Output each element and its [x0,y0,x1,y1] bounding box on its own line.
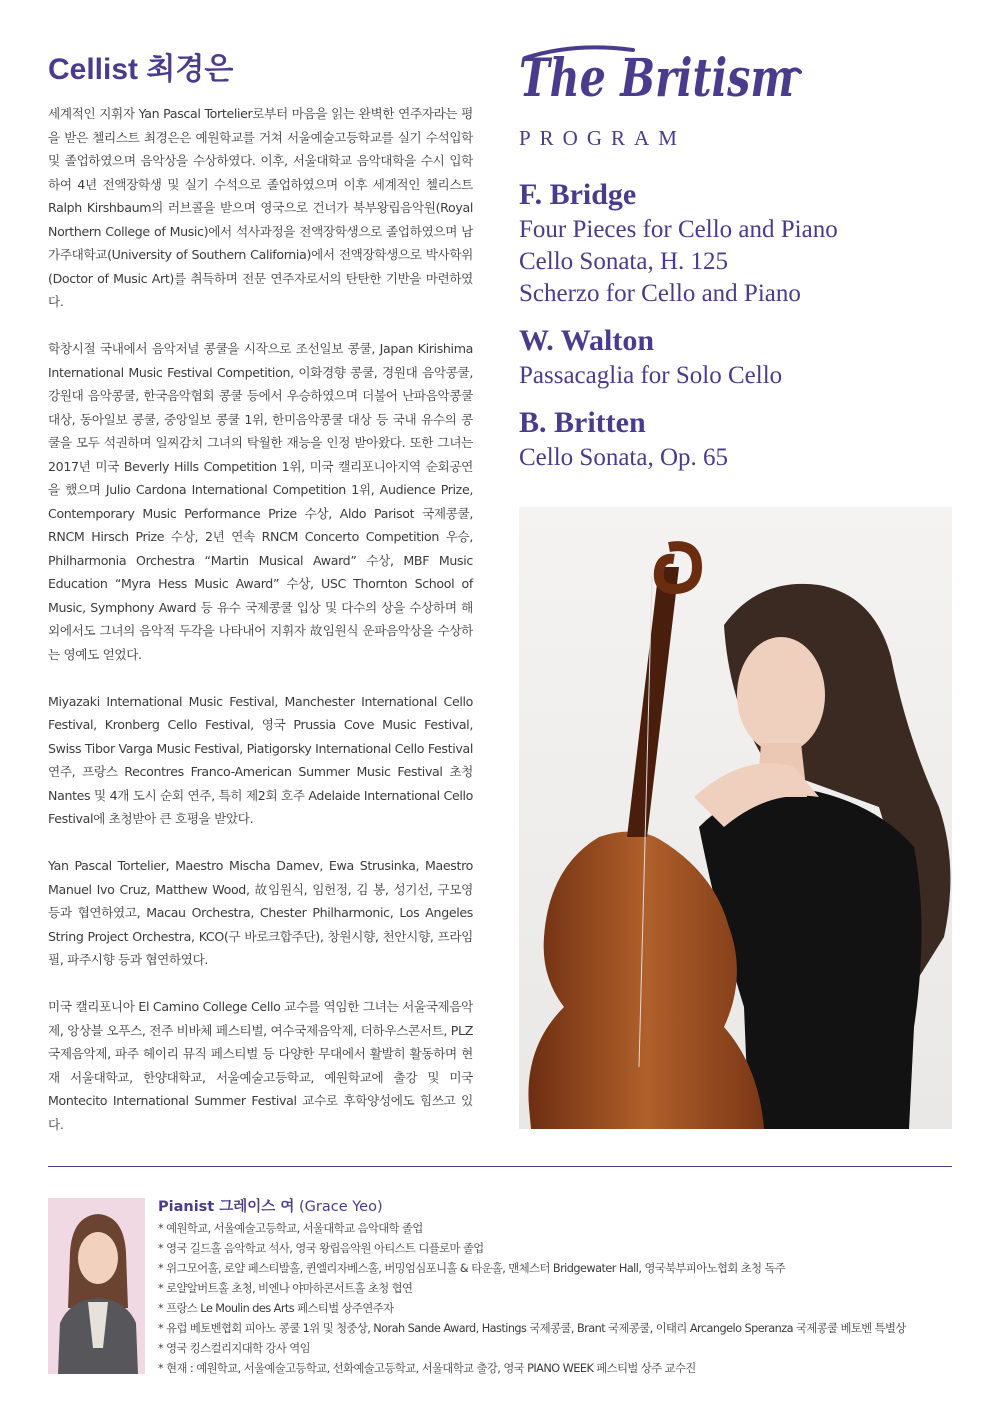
bio-paragraph: Yan Pascal Tortelier, Maestro Mischa Damev, Ewa Strusinka, Maestro Manuel Ivo Cruz, Matthew Wood, 故임원식, 임헌정, 김 봉, 성기선, 구모영 등과 협연하였고, Macau Orchestra, Chester Philharmonic, Los Angeles String Project Orchestra, KCO(구 바로크합주단), 창원시향, 천안시향, 프라임필, 파주시향 등과 협연하였다. [48,858,473,967]
cellist-bio [48,102,473,1160]
logo-text: The Britism [519,48,794,109]
program-list [519,176,959,486]
list-item: * 예원학교, 서울예술고등학교, 서울대학교 음악대학 졸업 [158,1219,958,1239]
piece-title: Four Pieces for Cello and Piano [519,216,838,243]
program-composer-block [519,176,959,310]
pianist-section [158,1196,958,1379]
bio-paragraph: 학창시절 국내에서 음악저널 콩쿨을 시작으로 조선일보 콩쿨, Japan Kirishima International Music Festival Competition, 이화경향 콩쿨, 경원대 음악콩쿨, 강원대 음악콩쿨, 한국음악협회 콩쿨 등에서 우승하였으며 더불어 난파음악콩쿨 대상, 동아일보 콩쿨, 중앙일보 콩쿨 1위, 한미음악콩쿨 대상 등 국내 유수의 콩쿨을 모두 석권하며 일찌감치 그녀의 탁월한 재능을 인정 받아왔다. 또한 그녀는 2017년 미국 Beverly Hills Competition 1위, 미국 캘리포니아지역 순회공연을 했으며 Julio Cardona International Competition 1위, Audience Prize, Contemporary Music Performance Prize 수상, Aldo Parisot 국제콩쿨, RNCM Hirsch Prize 수상, 2년 연속 RNCM Concerto Competition 우승, Philharmonia Orchestra “Martin Musical Award” 수상, MBF Music Education “Myra Hess Music Award” 수상, USC Thornton School of Music, Symphony Award 등 유수 국제콩쿨 입상 및 다수의 상을 수상하며 해외에서도 그녀의 음악적 두각을 나타내어 지휘자 故임원식 운파음악상을 수상하는 영예도 얻었다. [48,341,473,662]
bio-paragraph: Miyazaki International Music Festival, Manchester International Cello Festival, Kronberg Cello Festival, 영국 Prussia Cove Music Festival, Swiss Tibor Varga Music Festival, Piatigorsky International Cello Festival 연주, 프랑스 Recontres Franco-American Summer Music Festival 초청 Nantes 및 4개 도시 순회 연주, 특히 제2회 호주 Adelaide International Cello Festival에 초청받아 큰 호평을 받았다. [48,693,473,826]
piece-title: Cello Sonata, Op. 65 [519,444,729,471]
piece-title: Cello Sonata, H. 125 [519,248,729,275]
piece-title: Passacaglia for Solo Cello [519,362,783,389]
pianist-english-name: (Grace Yeo) [298,1199,383,1215]
program-composer-block [519,404,959,474]
pianist-photo [48,1198,145,1374]
face [737,637,825,753]
bio-paragraph: 세계적인 지휘자 Yan Pascal Tortelier로부터 마음을 읽는 완벽한 연주자라는 평을 받은 첼리스트 최경은은 예원학교를 거쳐 서울예술고등학교를 실기 수석입학 및 졸업하였으며 음악상을 수상하였다. 이후, 서울대학교 음악대학을 수시 입학하여 4년 전액장학생 및 실기 수석으로 졸업하였으며 이후 세계적인 첼리스트 Ralph Kirshbaum의 러브콜을 받으며 영국으로 건너가 북부왕립음악원(Royal Northern College of Music)에서 석사과정을 전액장학생으로 졸업하였으며 남가주대학교(University of Southern California)에서 전액장학생으로 박사학위(Doctor of Music Art)를 취득하며 전문 연주자로서의 탄탄한 기반을 마련하였다. [48,106,473,309]
program-label: PROGRAM [519,126,686,150]
list-item: * 위그모어홀, 로얄 페스티발홀, 퀸엘리자베스홀, 버밍엄심포니홀 & 타운홀, 맨체스터 Bridgewater Hall, 영국북부피아노협회 초청 독주 [158,1259,958,1279]
composer-name: W. Walton [519,324,655,357]
pianist-bio-list [158,1219,958,1379]
cellist-photo [519,507,952,1129]
section-divider [48,1166,952,1167]
list-item: * 프랑스 Le Moulin des Arts 페스티벌 상주연주자 [158,1299,958,1319]
pianist-heading [158,1196,958,1218]
bio-paragraph: 미국 캘리포니아 El Camino College Cello 교수를 역임한 그녀는 서울국제음악제, 앙상블 오푸스, 전주 비바체 페스티벌, 여수국제음악제, 더하우스콘서트, PLZ국제음악제, 파주 헤이리 뮤직 페스티벌 등 다양한 무대에서 활발히 활동하며 현재 서울대학교, 한양대학교, 서울예술고등학교, 예원학교에 출강 및 미국 Montecito International Summer Festival 교수로 후학양성에도 힘쓰고 있다. [48,999,473,1132]
pianist-title: Pianist 그레이스 여 [158,1199,295,1215]
face [78,1232,118,1284]
composer-name: F. Bridge [519,178,637,211]
program-composer-block [519,322,959,392]
list-item: * 영국 길드홀 음악학교 석사, 영국 왕립음악원 아티스트 디플로마 졸업 [158,1239,958,1259]
cellist-title: Cellist 최경은 [48,53,234,86]
piece-title: Scherzo for Cello and Piano [519,280,801,307]
list-item: * 유럽 베토벤협회 피아노 콩쿨 1위 및 청중상, Norah Sande Award, Hastings 국제콩쿨, Brant 국제콩쿨, 이태리 Arcangelo Speranza 국제콩쿨 베토벤 특별상 [158,1319,958,1339]
the-britism-logo [515,36,805,118]
list-item: * 영국 킹스컬리지대학 강사 역임 [158,1339,958,1359]
composer-name: B. Britten [519,406,646,439]
list-item: * 현재 : 예원학교, 서울예술고등학교, 선화예술고등학교, 서울대학교 출강, 영국 PIANO WEEK 페스티벌 상주 교수진 [158,1359,958,1379]
list-item: * 로얄알버트홀 초청, 비엔나 야마하콘서트홀 초청 협연 [158,1279,958,1299]
